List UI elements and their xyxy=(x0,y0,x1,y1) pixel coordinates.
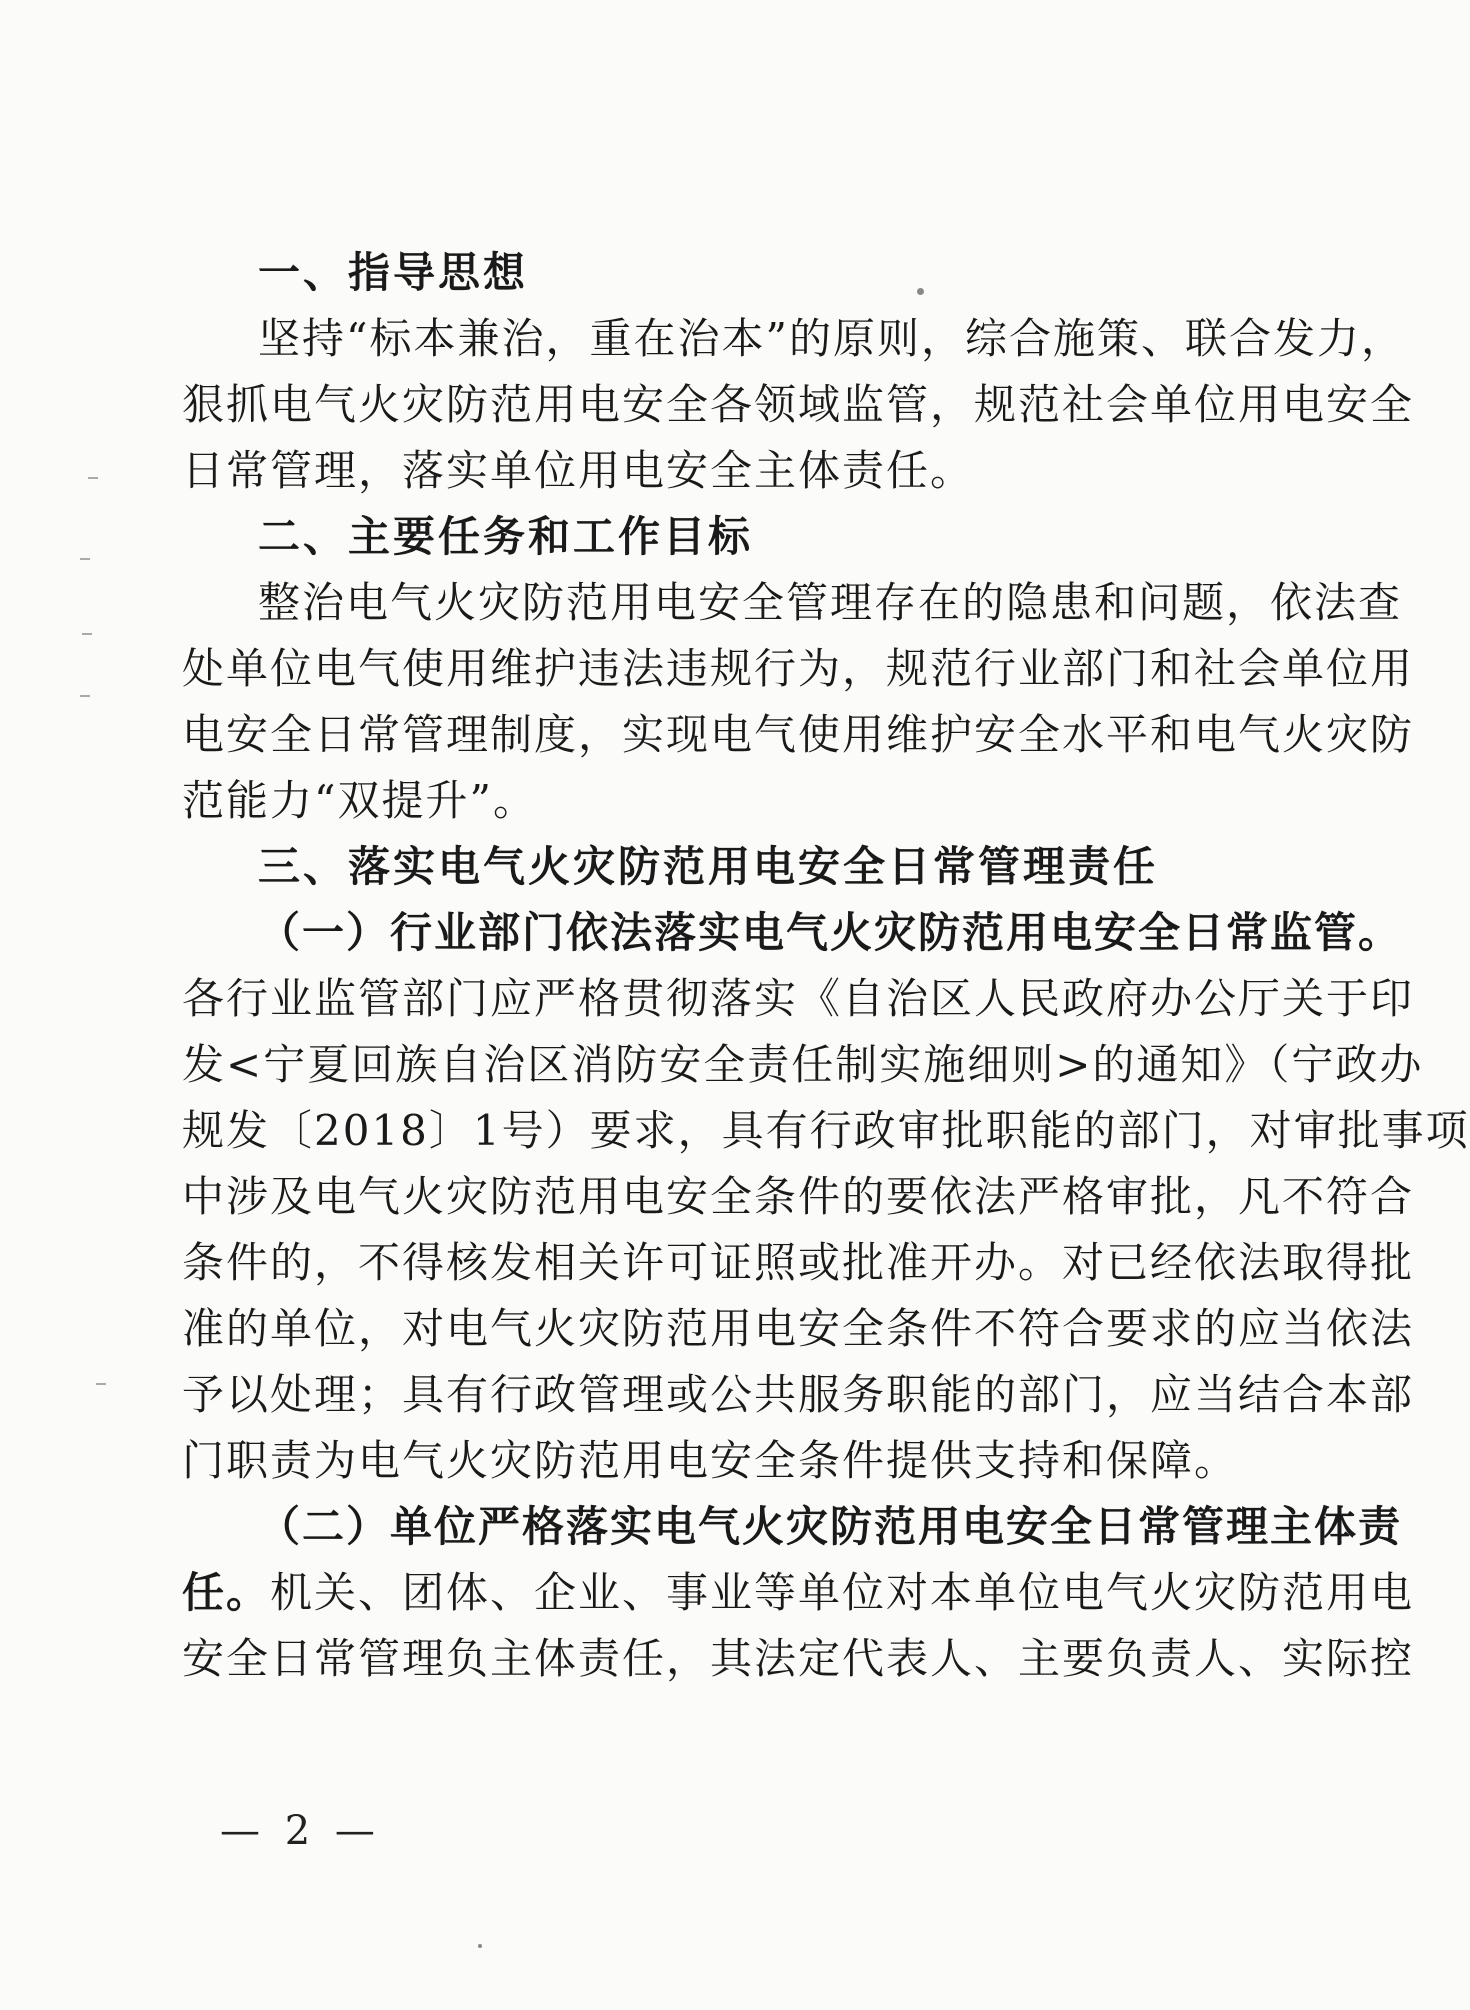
paragraph-text: 机关、团体、企业、事业等单位对本单位电气火灾防范用电 xyxy=(270,1568,1415,1617)
paragraph-line: 处单位电气使用维护违法违规行为，规范行业部门和社会单位用 xyxy=(182,644,1415,693)
paragraph-line-mixed xyxy=(182,1560,1415,1626)
scan-mark xyxy=(80,558,90,560)
paragraph-line: 坚持“标本兼治，重在治本”的原则，综合施策、联合发力， xyxy=(258,314,1405,363)
section-heading-2: 二、主要任务和工作目标 xyxy=(258,512,754,561)
scan-mark xyxy=(80,695,90,697)
scan-speck xyxy=(917,288,924,295)
paragraph-line: 狠抓电气火灾防范用电安全各领域监管，规范社会单位用电安全 xyxy=(182,380,1415,429)
paragraph-line: 发<宁夏回族自治区消防安全责任制实施细则>的通知》（宁政办 xyxy=(182,1040,1424,1089)
scan-speck xyxy=(478,1944,482,1948)
scan-mark xyxy=(82,633,92,635)
paragraph-line: 中涉及电气火灾防范用电安全条件的要依法严格审批，凡不符合 xyxy=(182,1172,1415,1221)
section-heading-1: 一、指导思想 xyxy=(258,248,529,297)
paragraph-line: 条件的，不得核发相关许可证照或批准开办。对已经依法取得批 xyxy=(182,1238,1415,1287)
scan-mark xyxy=(96,1383,106,1385)
paragraph-line: 电安全日常管理制度，实现电气使用维护安全水平和电气火灾防 xyxy=(182,710,1415,759)
subsection-heading-2: （二）单位严格落实电气火灾防范用电安全日常管理主体责 xyxy=(258,1502,1403,1551)
paragraph-line: 予以处理；具有行政管理或公共服务职能的部门，应当结合本部 xyxy=(182,1370,1415,1419)
paragraph-line: 准的单位，对电气火灾防范用电安全条件不符合要求的应当依法 xyxy=(182,1304,1415,1353)
section-heading-3: 三、落实电气火灾防范用电安全日常管理责任 xyxy=(258,842,1159,891)
paragraph-line: 各行业监管部门应严格贯彻落实《自治区人民政府办公厅关于印 xyxy=(182,974,1415,1023)
paragraph-line: 安全日常管理负主体责任，其法定代表人、主要负责人、实际控 xyxy=(182,1634,1415,1683)
subsection-heading-2-end: 任。 xyxy=(182,1568,271,1617)
subsection-heading-1: （一）行业部门依法落实电气火灾防范用电安全日常监管。 xyxy=(258,908,1403,957)
paragraph-line: 门职责为电气火灾防范用电安全条件提供支持和保障。 xyxy=(182,1436,1239,1485)
paragraph-line: 规发〔2018〕1号）要求，具有行政审批职能的部门，对审批事项 xyxy=(182,1106,1470,1155)
scan-mark xyxy=(88,477,98,479)
paragraph-line: 范能力“双提升”。 xyxy=(182,776,537,825)
page-number: — 2 — xyxy=(220,1808,381,1854)
paragraph-line: 日常管理，落实单位用电安全主体责任。 xyxy=(182,446,975,495)
paragraph-line: 整治电气火灾防范用电安全管理存在的隐患和问题，依法查 xyxy=(258,578,1403,627)
document-body xyxy=(182,240,1470,1692)
